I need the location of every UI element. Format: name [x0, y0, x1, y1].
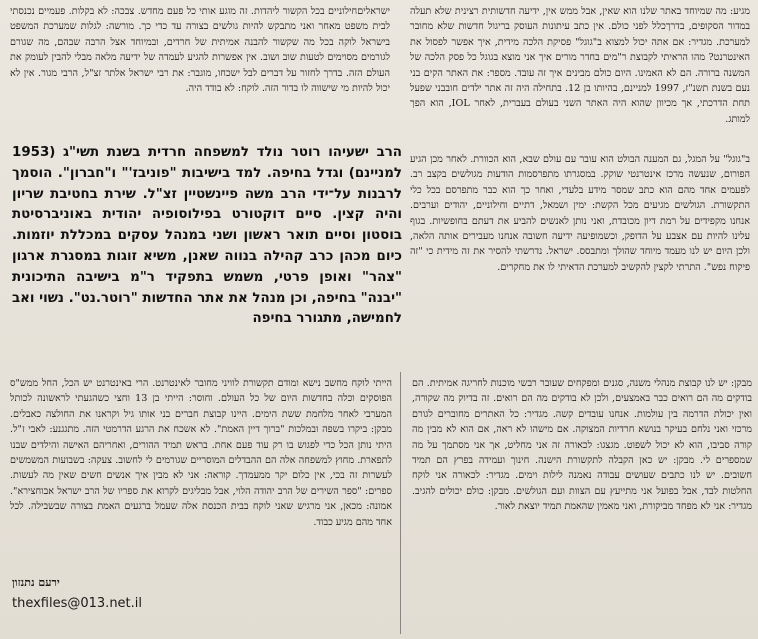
article-text: מבקן: יש לנו קבוצת מנהלי משנה, סגנים ומפקחים שעובר רבשי מוכנות לחריגה אמיתית. הם בודקים מה הם רואים כבר באמצעים, ולכן לא בודקים מה הם רואים. זה בדיוק מה שקורה, ואין יכולת הדרמה בין עולמות. אנחנו עובדים קשה. מגדיר: כל האתרים מחוברים לגורם מרכזי ואני נלחם בעיקר בנושא חרדיות המצוקה. אם מישהו לא ראה, אם הוא לא מבין מה קורה סביבו, הוא לא יכול לשפוט. מגצגו: לכאורה זה אני מחליט, אך אני מסתמך על מה שמספרים לי. מבקן: יש כאן הקבלה לתקשורת הישנה. חינוך ועמידה בפרץ הם תמיד חשובים. יש לנו כתבים שעושים עבודה נאמנה לילות וימים. מגדיר: לכאורה אני לוקח החלטות לבד, אבל בפועל אני מתייעץ עם הצוות ועם הגולשים. מבקן: כולם יכולים להגיב. מגדיר: אני לא מפחד מביקורת, ואני מאמין שהאמת תמיד יוצאת לאור. — [412, 378, 752, 513]
article-column-right-top — [410, 4, 750, 152]
article-column-right-bottom — [412, 376, 752, 634]
article-text: מגיע: מה שמיוחד באתר שלנו הוא שאין, אבל ממש אין, ידיעה חדשותית רצינית שלא תעלה במדור הסקופים, בדרך‏‏‏כלל לפני כולם. אין כתב עיתונות העוסק בריגול חדשות שלא מחובר למערכת. מגדיר: אם אתה יכול למצוא ב"גוגל" פסיקת הלכה מידית, איך אפשר לפסול את האינטרנט? מהו הראיתי לקבוצת ר"מים בחדר מורים איך אני מוצא בגוגל כל פסק הלכה של המשנה ברורה. הם לא האמינו. היום כולם מבינים איך זה עובד. מספר: את האתר הקים בני נעם בשנת תשנ"ז, 1997 למניינם, בהיותו בן 12. בתחילה היה זה אתר ילדים חובבני שפעל תחת הדרכתי, אך מכיוון שהוא היה האתר השני בעולם בעברית, לאחר IOL, הוא הפך למותג. — [410, 6, 750, 125]
author-name: ירעם נתנזון — [12, 576, 60, 589]
author-email: thexfiles@013.net.il — [12, 596, 143, 611]
article-text: ישראלים‏‏חילוניים בכל הקשור ליהדות. זה מוגע אותי כל פעם מחדש. צבכה: לא בקלות. פעמיים נכנסתי לבית משפט מאחר ואני מתבקש להיות גולשים בצורה עד כדי כך. מורשה: לגלות שמערכת המשפט בישראל לוקה בכל מה שקשור להבנה אמיתית של חרדים, ובמיוחד אצל הרבה שבהם, מה שגורם לגורמים מסוימים לטעות שוב ושוב. אין אפשרות להגיע לעמדה של ידיעה מלאה מבלי להבין לעומק את העולם הזה. בדרך לחזור על דברים לבל ישכחו, מוגבר: את רבי ישראל אלתר זצ"ל, הרבי מגור. אין לא יכול להיות מי שישווה לו בדור הזה. לוקח: לא בודד היה. — [10, 6, 390, 95]
article-column-left-top — [10, 4, 390, 131]
bio-text: הרב ישעיהו רוטר נולד למשפחה חרדית בשנת תשי"ג (1953 למניינם) וגדל בחיפה. למד בישיבות "פוניבז'" ו"חברון". הוסמך לרבנות על־ידי הרב משה פיינשטיין זצ"ל. שירת בחטיבת שריון והיה קצין. סיים דוקטורט בפילוסופיה יהודית באוניברסיטת בוסטון וסיים תואר ראשון ושני במנהל עסקים במכללת יוזמות. כיום מכהן כרב קהילה בנווה שאנן, משיא זוגות במסגרת ארגון "צהר" ואופן פרטי, משמש בתפקיד ר"מ בישיבה התיכונית "יבנה" בחיפה, וכן מנהל את אתר החדשות "רוטר.נט". נשוי ואב לחמישה, מתגורר בחיפה — [12, 145, 402, 327]
article-text: ב"גוגל" על המגל, גם המענה הבולט הוא עובר עם עולם שבא, הוא הכוורת. לאחר מכן הגיע הפורום, שנעשה מרכז אינטרנטי שוקק. במסגרתו מתפרסמות הודעות מגולשים בקצב רב. לפעמים אחד מהם הוא כתב שמסר מידע בלעדי, ואחר כך הוא כבר מתפרסם בכל כלי התקשורת. הגולשים מגיעים מכל הקשת: ימין ושמאל, דתיים וחילוניים, יהודים וערבים. אנחנו מקפידים על רמת דיון מכובדת, ואני נותן לאנשים להביע את דעתם בחופשיות. בגוף עלינו להיות עם אצבע על הדופק, וכשמופיעה ידיעה חשובה אנחנו מעבירים אותה הלאה, ולכן היום יש לנו מעמד מיוחד שהולך ומתבסס. ישראל. נדרשתי להסיר את זה מידית כי "זה פיקוח נפש". התרתי לקצין להקשיב למערכת הדאיתי לו את מחקרים. — [410, 154, 750, 273]
article-column-left-bottom — [10, 376, 392, 572]
article-text: הייתי לוקח מחשב נישא ומודם תקשורת לוויני מחובר לאינטרנט. הרי באינטרנט יש הכל, החל ממש"ס הפוסקים וכלה בחדשות היום של כל העולם. וחוסר: הייתי בן 13 וחצי כשהגעתי לראשונה לכותל המערבי לאחר מלחמת ששת הימים. היינו קבוצת חברים בני אותו גיל וקראנו את החולצה כאבלים. מבקן: ביקרו בשפה ובמלכות "ברוך דיין האמת". לא אשכח את הרגע הדרמטי הזה. מתגגנע: לאבי ז"ל. היתי נותן הכל כדי לפגוש בו רק עוד פעם אחת. בראש תמיד ההורים, ואחריהם האישה והילדים שבנו לתפארת. מחוץ למשפחה אלה הם ההבדלים המוסריים שגורמים לי לחשוב. צעקה: בשבועות המשמשים לעשרות זה בכי, אין כלום יקר ממעמדך. קוראה: אני לא מבין איך אנשים חשים שאין מה לעשות. ספרים: "ספר השירים של הרב יהודה הלוי, אבל מבליגים לקרוא את ספריו של הרב ישראל אבוחצירא". אמונה: מכאן, אני מרגיש שאני לוקח בבית הכנסת אלה שעמל ברגעים האמת בצורה שבשבילה. לכל אחד מהם מגיע כבוד. — [10, 378, 392, 528]
bio-lead-paragraph — [12, 143, 402, 356]
column-divider — [400, 372, 401, 634]
article-column-right-middle — [410, 152, 750, 366]
